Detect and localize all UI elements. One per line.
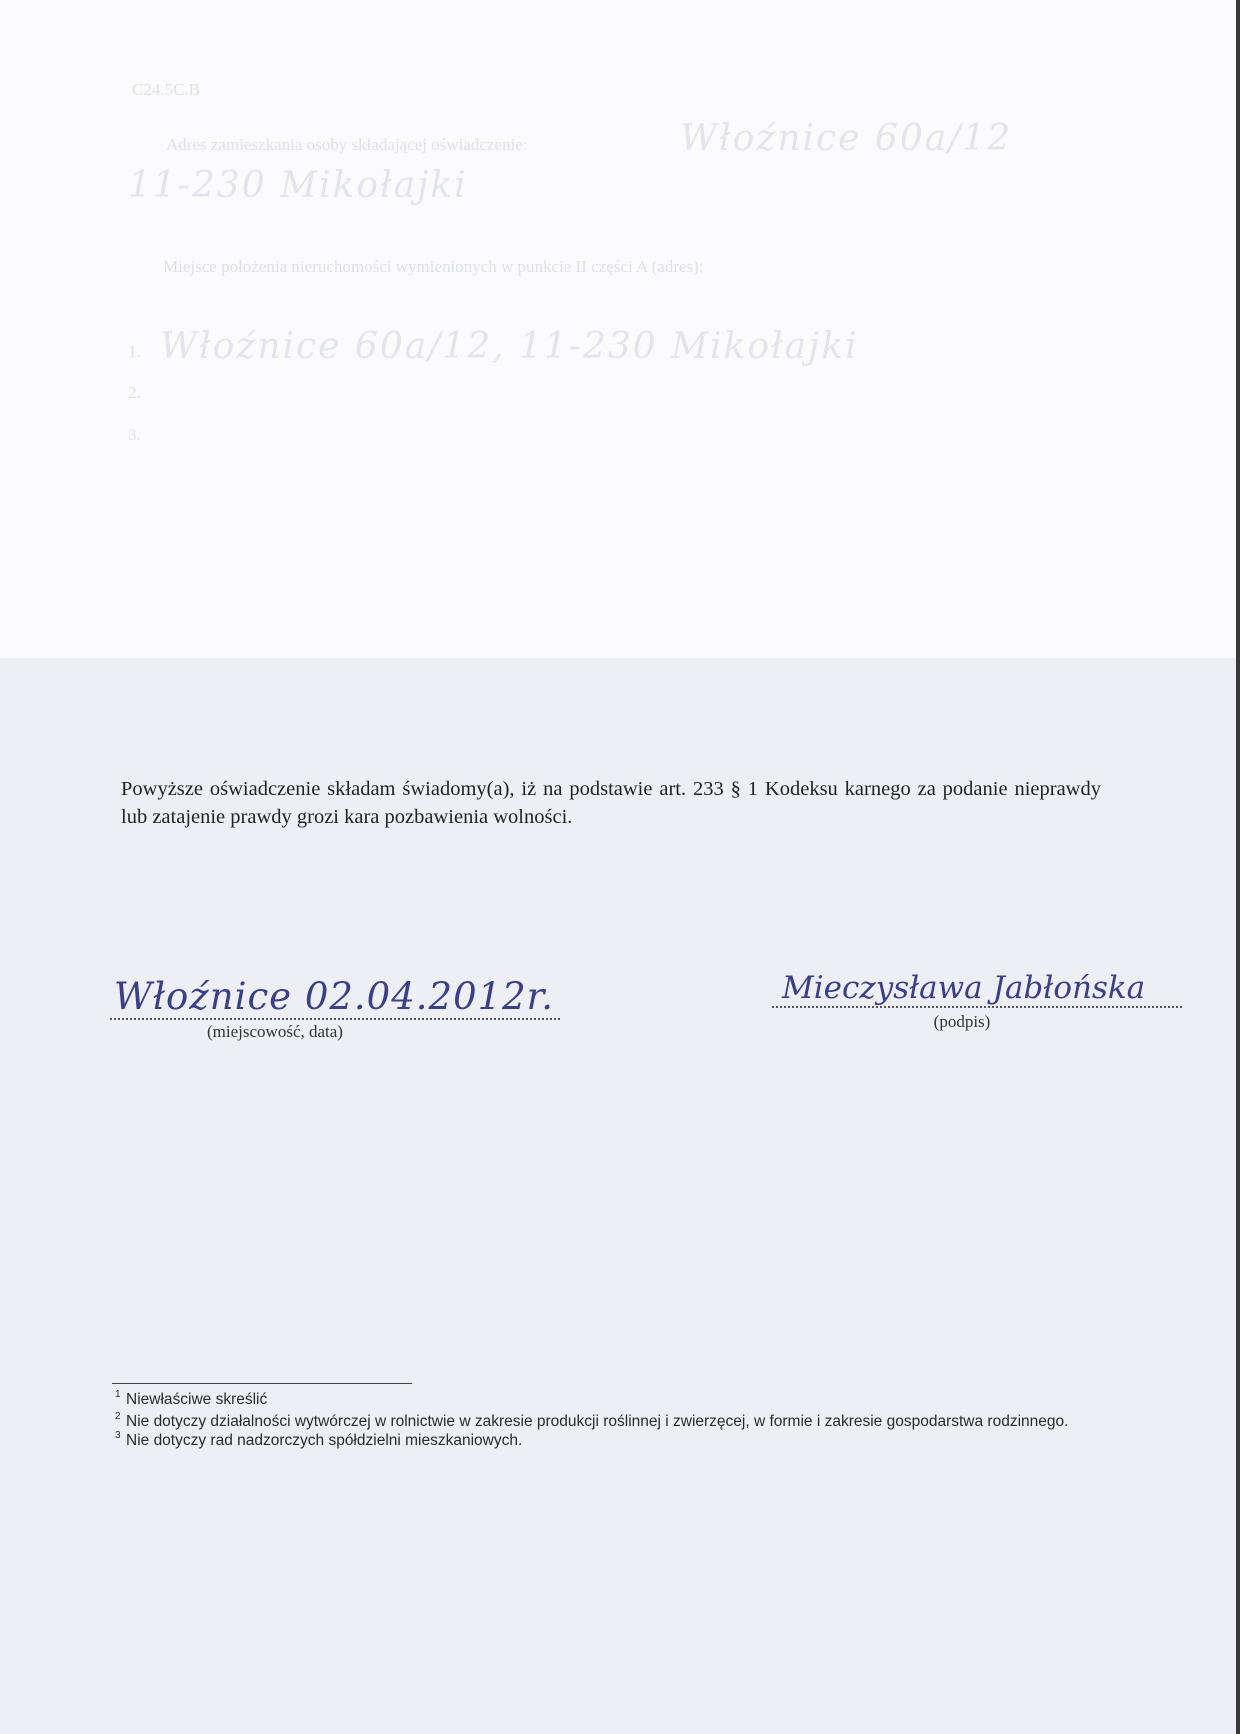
statement-text: Powyższe oświadczenie składam świadomy(a), iż na podstawie art. 233 § 1 Kodeksu karnego za podanie nieprawdy lub zatajenie prawdy grozi kara pozbawienia wolności. (121, 778, 1101, 828)
faded-list-item-3-number: 3. (128, 425, 141, 444)
statement-paragraph (121, 775, 1101, 831)
footnote-2 (115, 1411, 1078, 1431)
faded-section-code: C24.5C.B (132, 80, 201, 99)
footnotes (115, 1389, 1078, 1450)
footnote-2-text: Nie dotyczy działalności wytwórczej w rolnictwie w zakresie produkcji roślinnej i zwierzęcej, w formie i zakresie gospodarstwa rodzinnego. (126, 1413, 1069, 1430)
faded-address-label: Adres zamieszkania osoby składającej oświadczenie: (166, 135, 528, 154)
place-date-handwriting: Włoźnice 02.04.2012r. (110, 975, 560, 1020)
signature-handwriting: Mieczysława Jabłońska (772, 970, 1182, 1008)
footnote-1-number: 1 (115, 1389, 121, 1400)
faded-list-item-1-number: 1. (128, 342, 141, 361)
faded-location-label: Miejsce położenia nieruchomości wymienionych w punkcie II części A (adres): (163, 257, 704, 276)
footnote-3-text: Nie dotyczy rad nadzorczych spółdzielni mieszkaniowych. (126, 1432, 523, 1449)
footnote-3-number: 3 (115, 1430, 121, 1441)
place-date-caption: (miejscowość, data) (207, 1022, 343, 1041)
faded-top-sheet (0, 0, 1238, 659)
scan-edge (1236, 0, 1240, 1734)
faded-address-handwriting-2: 11-230 Mikołajki (128, 165, 468, 206)
signature-caption: (podpis) (933, 1012, 991, 1031)
faded-list-item-1-handwriting: Włoźnice 60a/12, 11-230 Mikołajki (160, 326, 859, 367)
footnote-2-number: 2 (115, 1411, 121, 1422)
footnote-1 (115, 1389, 1078, 1409)
signature-block (772, 970, 1182, 1032)
footnote-1-text: Niewłaściwe skreślić (126, 1391, 268, 1408)
footnote-3 (115, 1430, 1078, 1450)
faded-list-item-2-number: 2. (128, 383, 141, 402)
faded-address-handwriting-1: Włoźnice 60a/12 (680, 118, 1013, 159)
place-date-block (110, 975, 560, 1042)
footnote-separator (112, 1383, 412, 1384)
